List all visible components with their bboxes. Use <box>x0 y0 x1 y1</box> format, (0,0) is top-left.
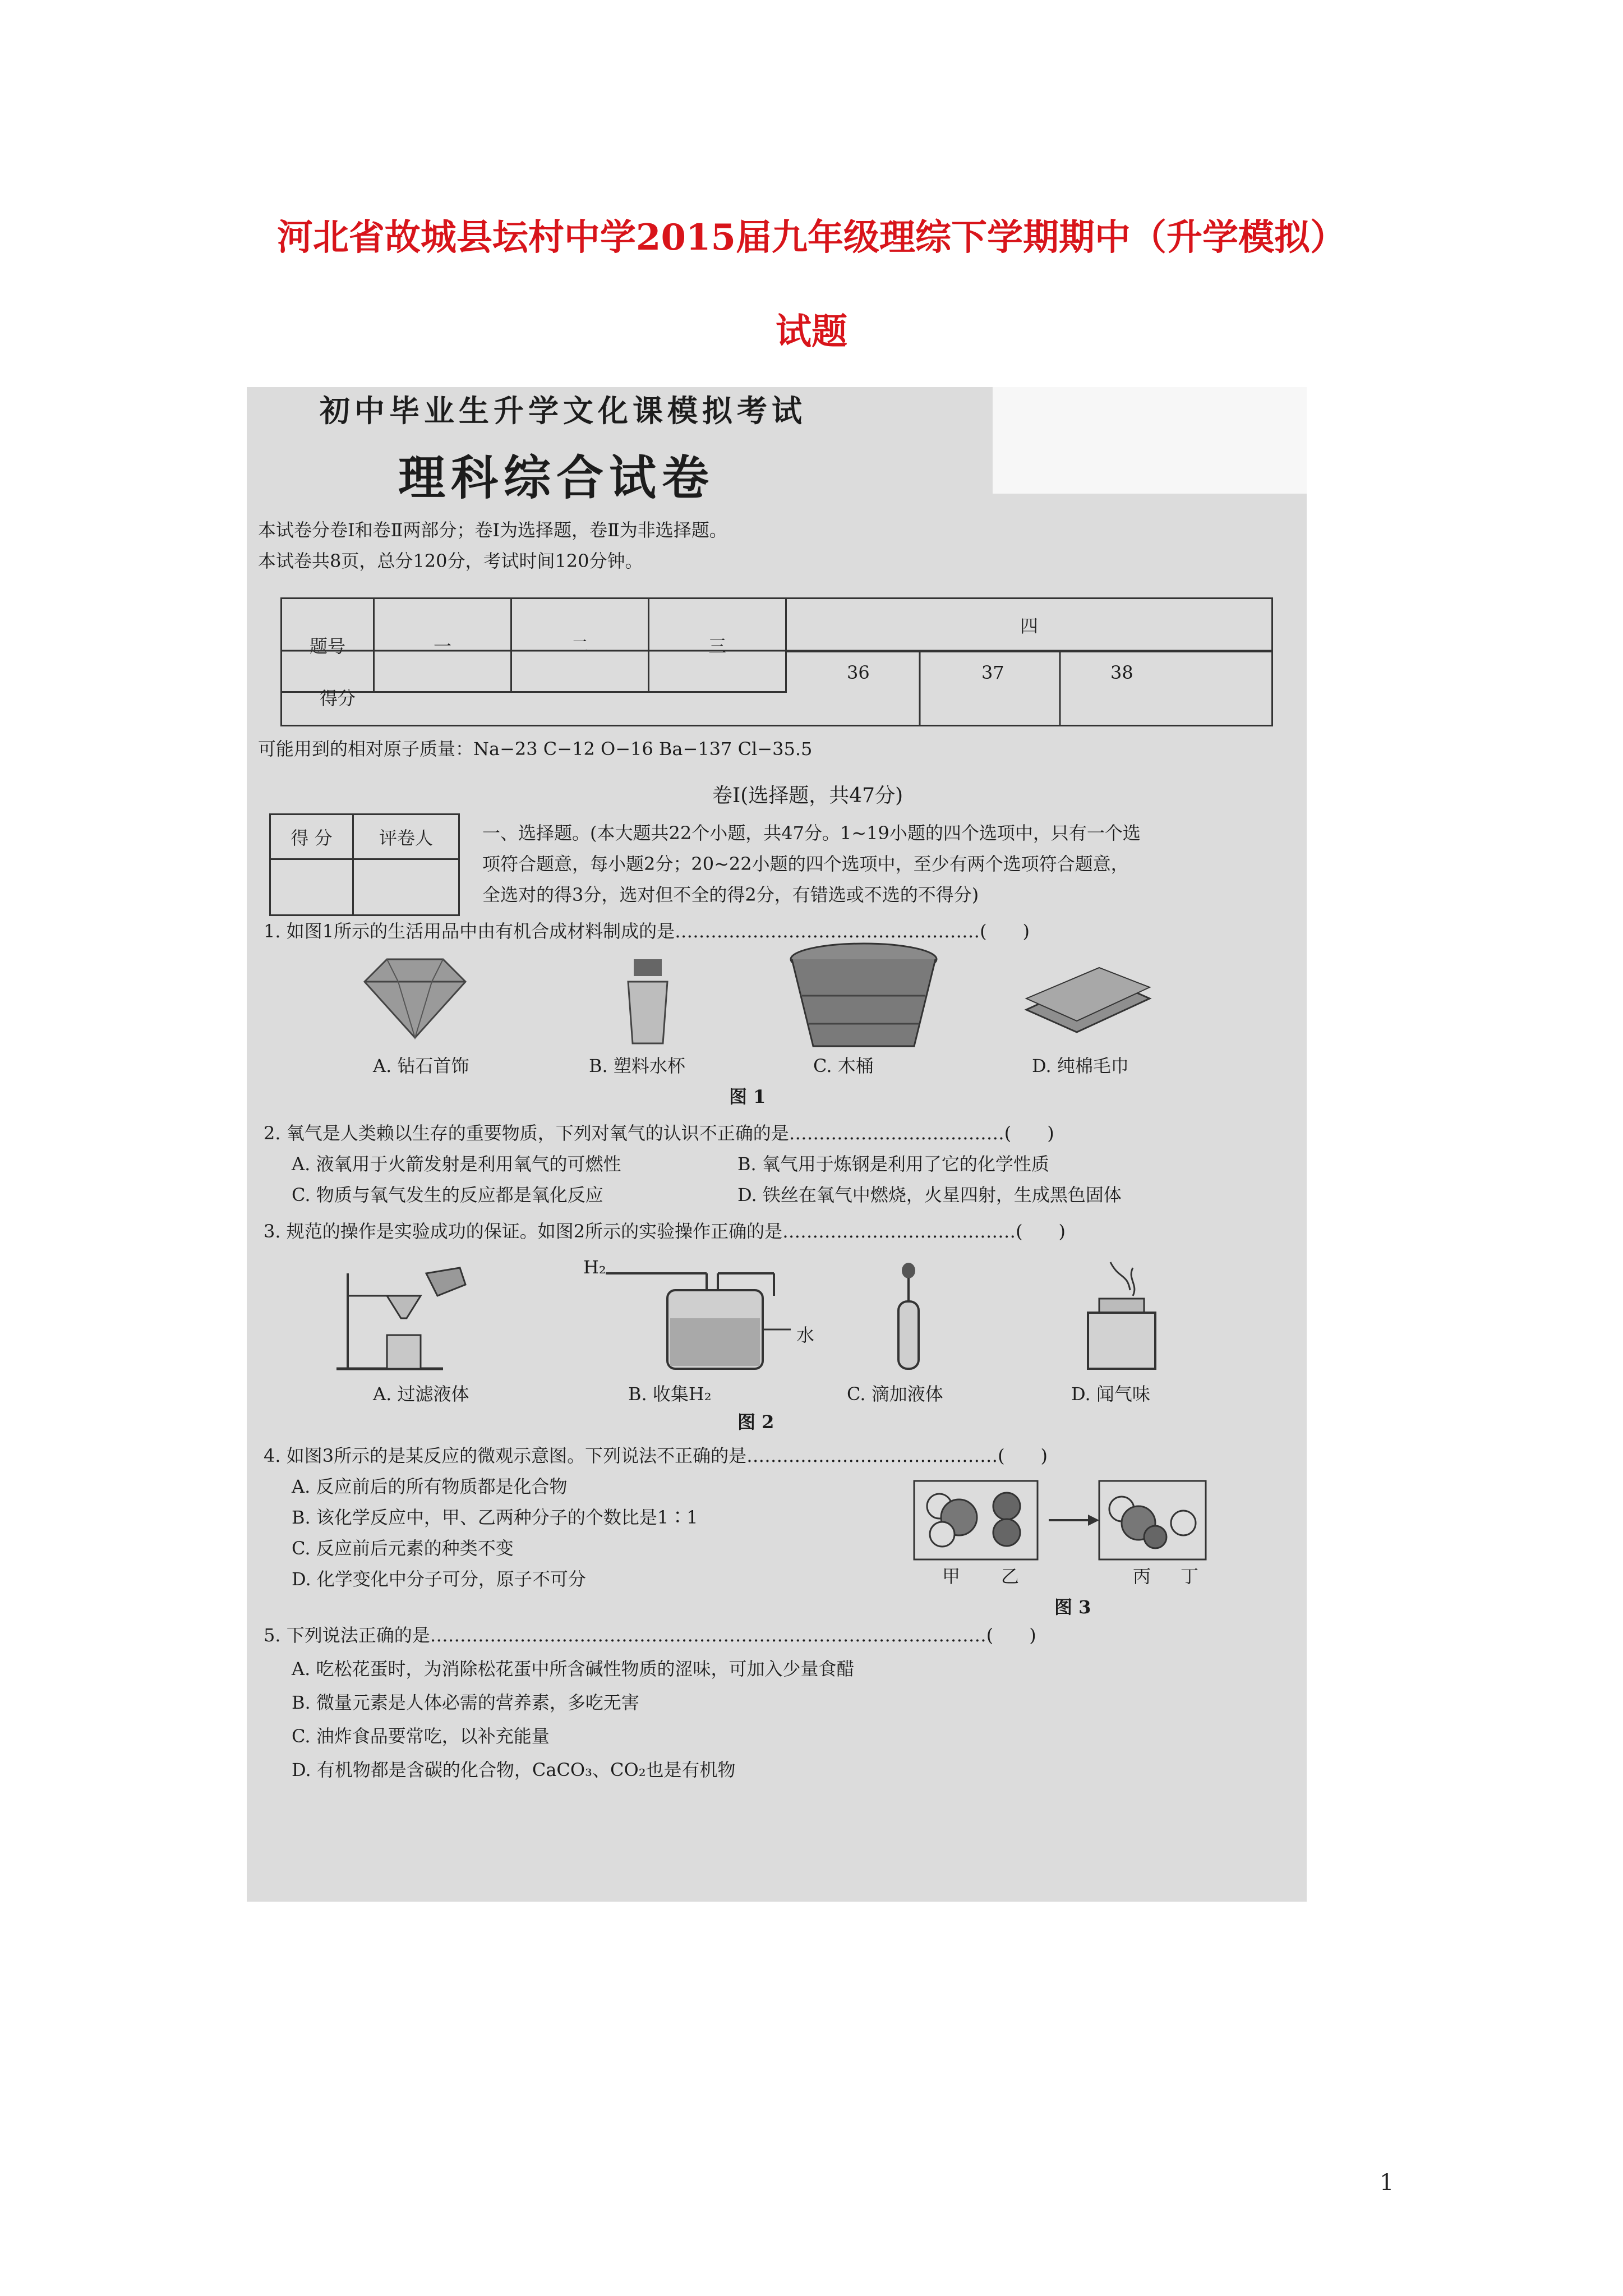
q4-option-d: D. 化学变化中分子可分，原子不可分 <box>292 1568 586 1590</box>
q1-option-b: B. 塑料水杯 <box>589 1055 685 1076</box>
figure-3-caption: 图 3 <box>1054 1596 1091 1618</box>
q1-option-d: D. 纯棉毛巾 <box>1032 1055 1129 1076</box>
product-label-bing: 丙 <box>1133 1566 1151 1587</box>
exam-subject: 理科综合试卷 <box>398 450 715 505</box>
q4-option-a: A. 反应前后的所有物质都是化合物 <box>292 1476 568 1497</box>
q4-option-b: B. 该化学反应中，甲、乙两种分子的个数比是1∶1 <box>292 1507 698 1528</box>
q4-option-c: C. 反应前后元素的种类不变 <box>292 1538 514 1559</box>
grader-reviewer-label: 评卷人 <box>353 815 459 859</box>
score-table-grid <box>280 597 1273 726</box>
q1-option-a: A. 钻石首饰 <box>373 1055 469 1076</box>
q3-h2-label: H₂ <box>583 1257 606 1278</box>
figure-2-caption: 图 2 <box>737 1411 774 1433</box>
q3-option-b: B. 收集H₂ <box>628 1383 712 1405</box>
table-label-score: 得分 <box>320 688 356 709</box>
figure-1-caption: 图 1 <box>729 1086 766 1107</box>
q1-option-c: C. 木桶 <box>813 1055 874 1076</box>
scan-blank-patch <box>993 387 1307 494</box>
product-label-ding: 丁 <box>1181 1566 1199 1587</box>
table-label-number: 题号 <box>282 599 374 692</box>
q4-stem: 4. 如图3所示的是某反应的微观示意图。下列说法不正确的是……………………………………( ) <box>264 1445 1048 1466</box>
table-col-3: 三 <box>649 599 786 692</box>
q3-option-c: C. 滴加液体 <box>847 1383 943 1405</box>
q3-water-label: 水 <box>796 1324 815 1346</box>
q5-option-a: A. 吃松花蛋时，为消除松花蛋中所含碱性物质的涩味，可加入少量食醋 <box>292 1658 855 1680</box>
exam-header: 初中毕业生升学文化课模拟考试 <box>320 393 806 429</box>
section1-line3: 全选对的得3分，选对但不全的得2分，有错选或不选的不得分) <box>482 884 979 905</box>
page-number: 1 <box>1380 2170 1394 2196</box>
plastic-cup-icon <box>611 948 690 1049</box>
document-title-line2: 试题 <box>776 311 847 353</box>
table-sub-38: 38 <box>1110 662 1133 683</box>
q2-option-c: C. 物质与氧气发生的反应都是氧化反应 <box>292 1184 603 1205</box>
q2-stem: 2. 氧气是人类赖以生存的重要物质，下列对氧气的认识不正确的是………………………………( ) <box>264 1122 1054 1144</box>
section1-line1: 一、选择题。(本大题共22个小题，共47分。1~19小题的四个选项中，只有一个选 <box>482 822 1141 844</box>
q2-option-b: B. 氧气用于炼钢是利用了它的化学性质 <box>737 1153 1049 1175</box>
q3-option-d: D. 闻气味 <box>1071 1383 1150 1405</box>
table-sub-37: 37 <box>981 662 1004 683</box>
reactant-label-jia: 甲 <box>942 1566 961 1587</box>
q5-option-b: B. 微量元素是人体必需的营养素，多吃无害 <box>292 1692 639 1713</box>
atomic-masses: 可能用到的相对原子质量：Na−23 C−12 O−16 Ba−137 Cl−35.5 <box>258 738 813 760</box>
scanned-exam-page <box>247 387 1307 1902</box>
towel-icon <box>1021 965 1155 1038</box>
grader-score-label: 得 分 <box>270 815 353 859</box>
table-col-4: 四 <box>786 599 1272 652</box>
q5-stem: 5. 下列说法正确的是…………………………………………………………………………………( ) <box>264 1625 1036 1646</box>
smelling-bottle-icon <box>1077 1257 1166 1374</box>
exam-intro-2: 本试卷共8页，总分120分，考试时间120分钟。 <box>258 550 643 572</box>
q3-option-a: A. 过滤液体 <box>373 1383 469 1405</box>
exam-intro-1: 本试卷分卷Ⅰ和卷Ⅱ两部分；卷Ⅰ为选择题，卷Ⅱ为非选择题。 <box>258 519 727 541</box>
filtration-apparatus-icon <box>331 1262 477 1374</box>
volume-1-title: 卷Ⅰ(选择题，共47分) <box>712 784 903 807</box>
q5-option-d: D. 有机物都是含碳的化合物，CaCO₃、CO₂也是有机物 <box>292 1759 736 1780</box>
table-col-2: 二 <box>511 599 649 692</box>
q1-stem: 1. 如图1所示的生活用品中由有机合成材料制成的是……………………………………………( ) <box>264 921 1030 942</box>
wooden-bucket-icon <box>785 940 942 1052</box>
dropper-test-tube-icon <box>875 1262 942 1374</box>
table-col-1: 一 <box>374 599 511 692</box>
diamond-icon <box>353 948 477 1043</box>
reactant-label-yi: 乙 <box>1001 1566 1020 1587</box>
q2-option-d: D. 铁丝在氧气中燃烧，火星四射，生成黑色固体 <box>737 1184 1122 1205</box>
q2-option-a: A. 液氧用于火箭发射是利用氧气的可燃性 <box>292 1153 621 1175</box>
section1-line2: 项符合题意，每小题2分；20~22小题的四个选项中，至少有两个选项符合题意， <box>482 853 1129 875</box>
q5-option-c: C. 油炸食品要常吃，以补充能量 <box>292 1726 550 1747</box>
table-sub-36: 36 <box>847 662 870 683</box>
gas-collection-bottle-icon <box>606 1262 808 1374</box>
document-title-line1: 河北省故城县坛村中学2015届九年级理综下学期期中（升学模拟） <box>276 217 1347 259</box>
grader-box <box>269 813 460 916</box>
q3-stem: 3. 规范的操作是实验成功的保证。如图2所示的实验操作正确的是…………………………………( ) <box>264 1221 1066 1242</box>
